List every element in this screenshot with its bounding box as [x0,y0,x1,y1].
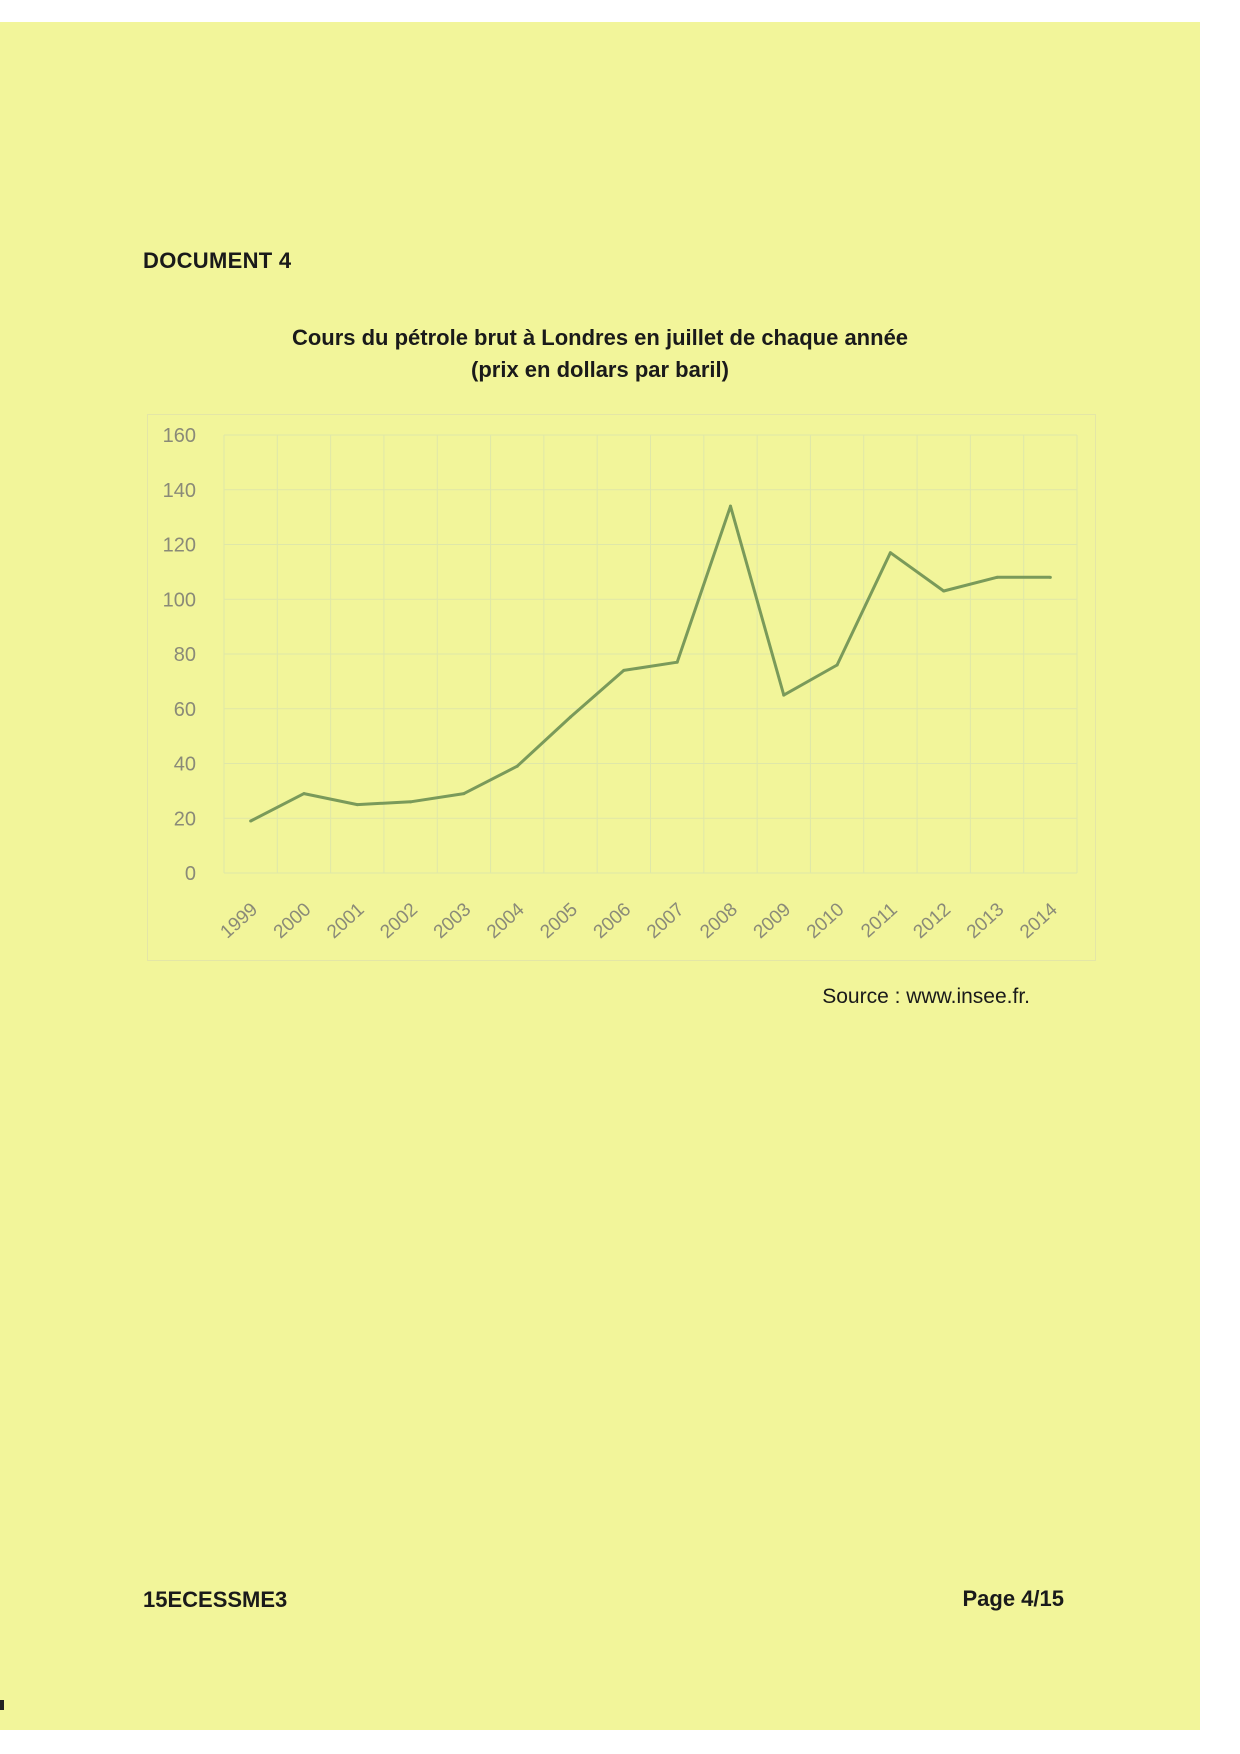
data-point [462,792,465,795]
y-tick-label: 20 [173,808,196,831]
x-tick-label: 2009 [749,899,796,944]
x-tick-label: 2011 [857,899,902,943]
data-point [729,505,732,508]
y-tick-label: 40 [173,753,196,776]
x-tick-label: 2010 [802,899,849,944]
x-tick-label: 2003 [429,899,476,944]
scan-mark [0,1700,4,1710]
data-point [356,803,359,806]
footer-page-number: Page 4/15 [962,1586,1064,1611]
x-tick-label: 2001 [323,899,369,944]
data-point [836,663,839,666]
data-point [302,792,305,795]
y-tick-label: 60 [173,698,196,721]
x-tick-label: 2005 [536,899,582,944]
data-point [782,694,785,697]
y-tick-label: 140 [162,479,196,502]
chart-title: Cours du pétrole brut à Londres en juillet de chaque année [291,325,909,350]
y-tick-label: 120 [162,534,196,557]
data-point [569,715,572,718]
x-tick-label: 2000 [269,899,316,944]
data-point [996,576,999,579]
chart-subtitle: (prix en dollars par baril) [471,357,729,382]
x-tick-label: 2014 [1016,899,1062,944]
y-tick-label: 160 [162,425,196,447]
data-point [622,669,625,672]
y-tick-label: 0 [184,863,196,885]
chart-title-block [200,322,1000,386]
data-point [1049,576,1052,579]
data-point [676,661,679,664]
document-label: DOCUMENT 4 [143,248,292,273]
y-tick-label: 80 [173,644,196,666]
source-note: Source : www.insee.fr. [822,985,1030,1008]
x-tick-label: 2008 [696,899,742,944]
x-tick-label: 2007 [643,899,689,944]
x-tick-label: 2002 [376,899,422,944]
x-tick-label: 1999 [216,899,263,944]
x-tick-label: 2013 [962,899,1009,944]
line-chart [148,415,1095,960]
footer-code: 15ECESSME3 [143,1587,288,1612]
data-point [942,590,945,593]
data-point [516,765,519,768]
chart-area [147,414,1096,961]
data-point [889,551,892,554]
data-point [249,819,252,822]
x-tick-label: 2004 [483,899,529,944]
y-tick-label: 100 [162,589,196,612]
data-point [409,800,412,803]
x-tick-label: 2006 [589,899,636,944]
x-tick-label: 2012 [909,899,956,944]
